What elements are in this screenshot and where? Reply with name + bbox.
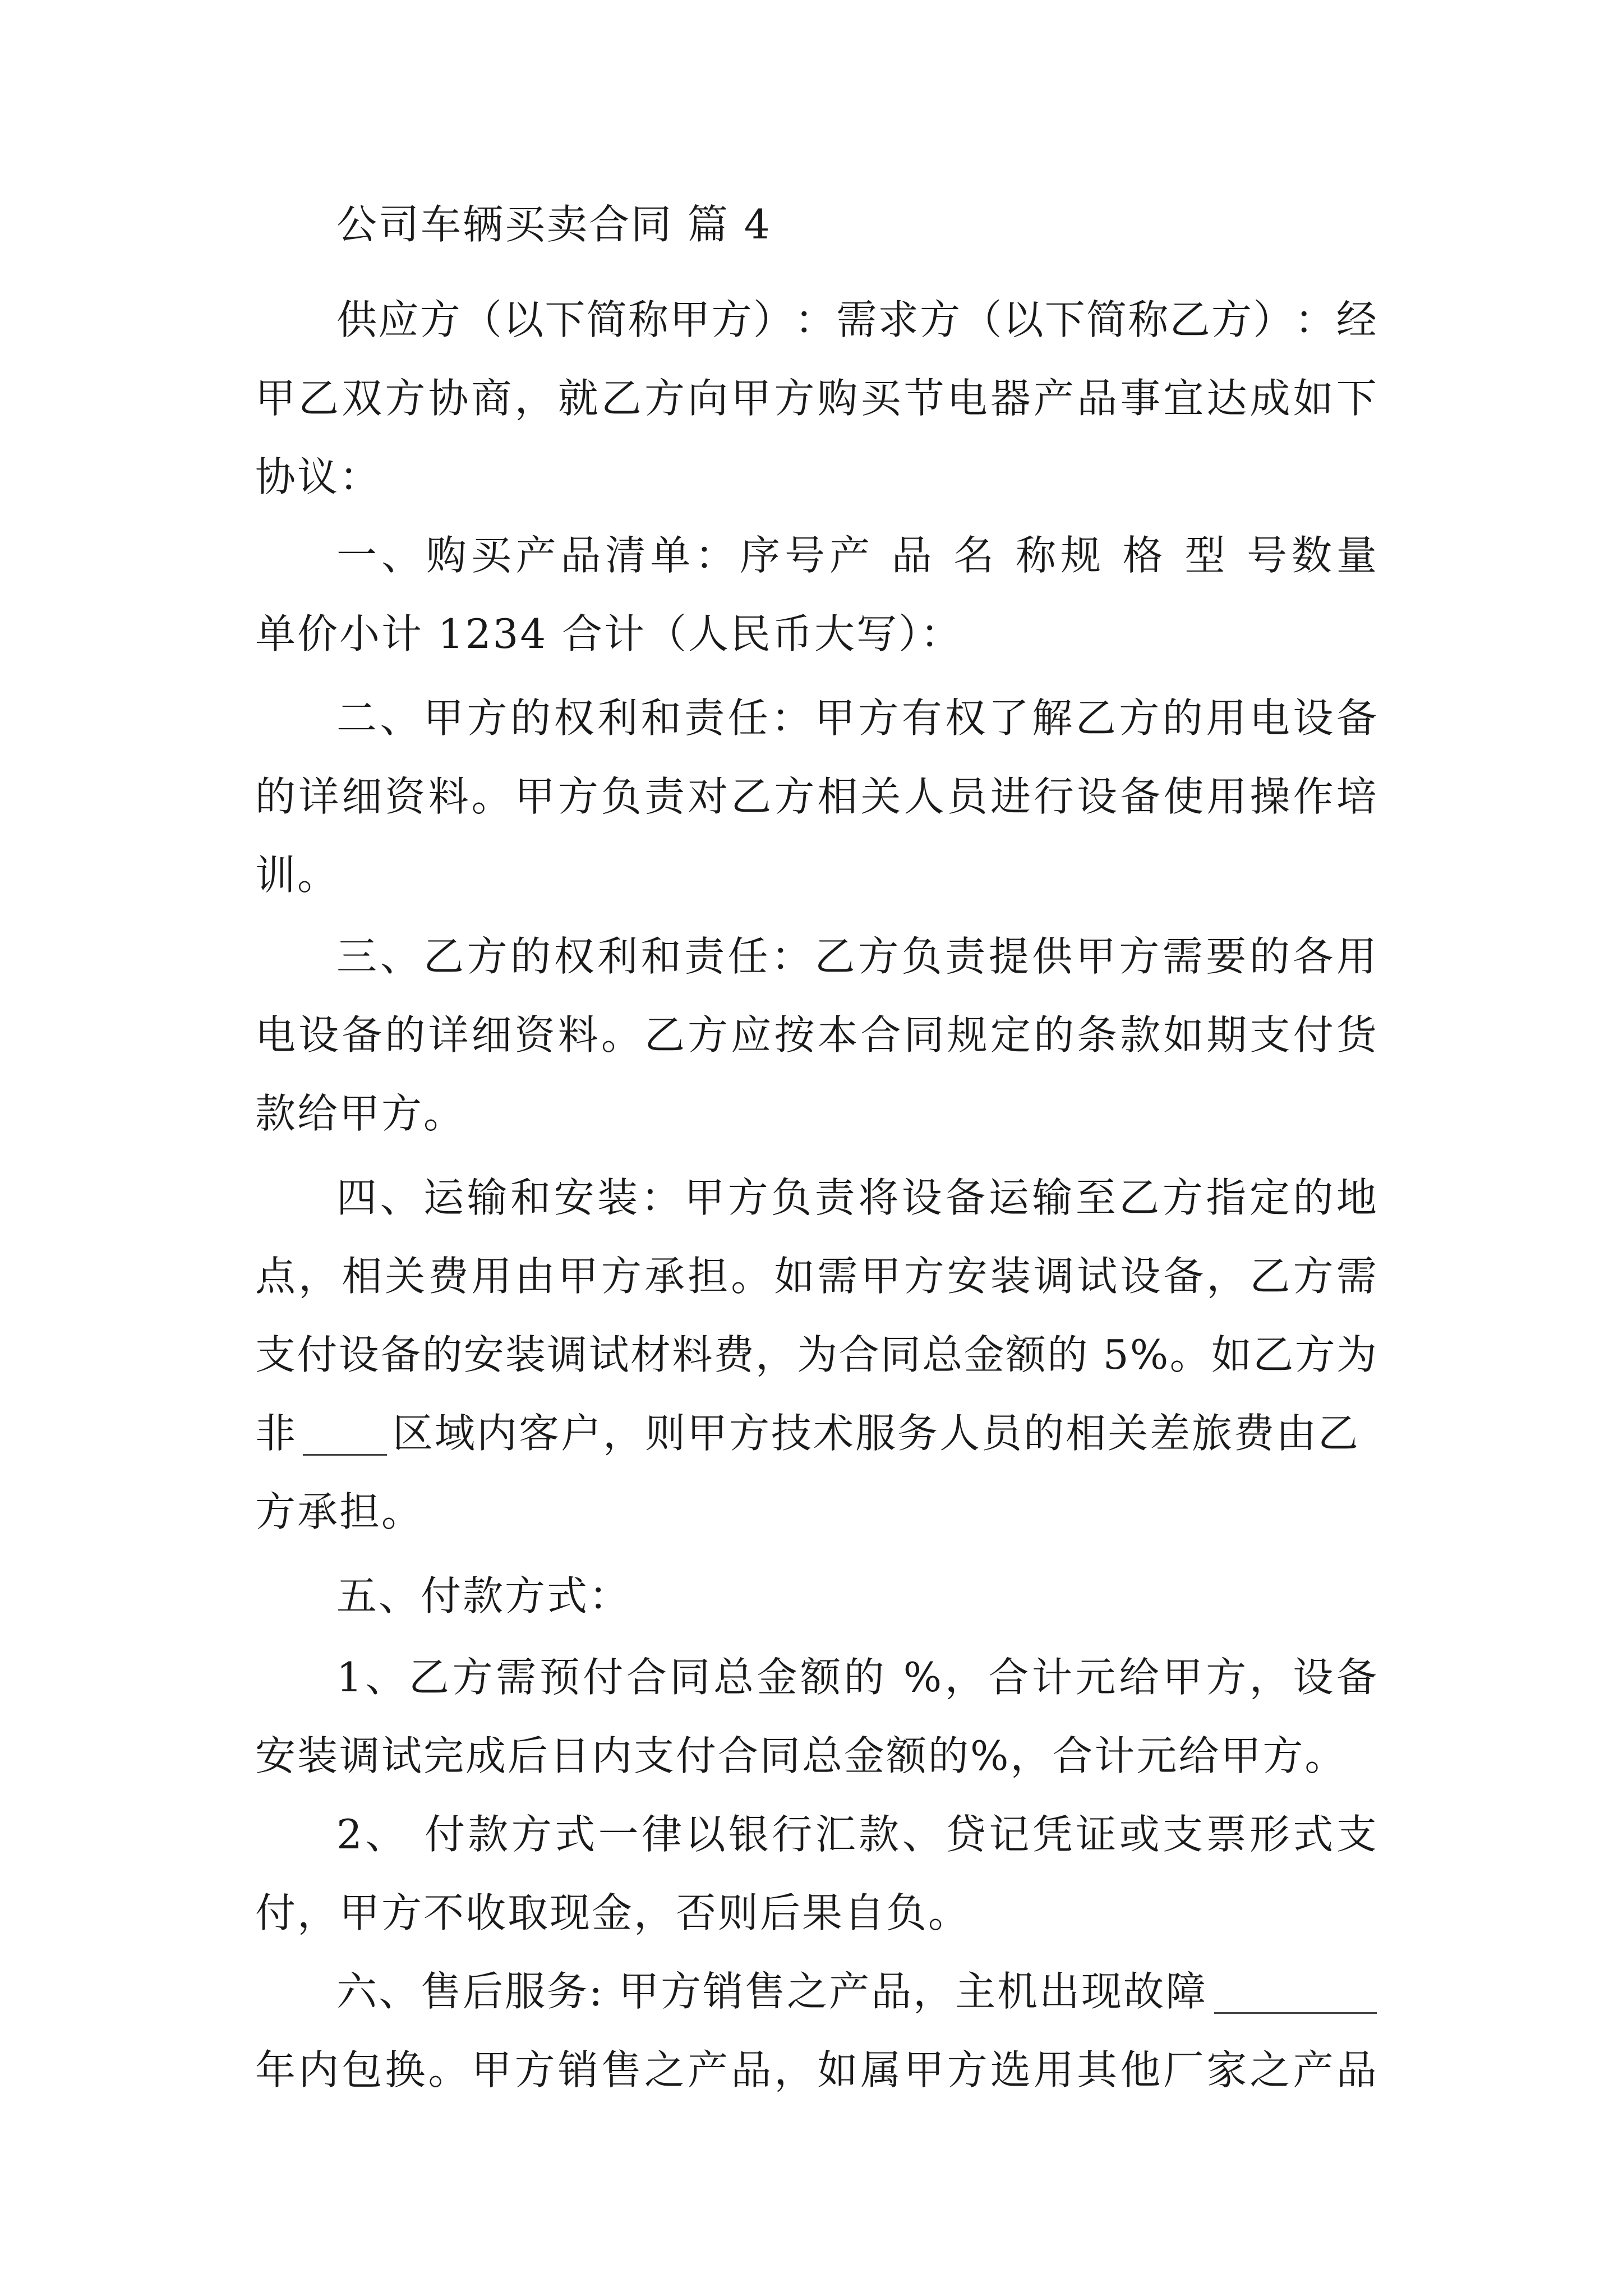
paragraph-line-with-blank: 六、售后服务: 甲方销售之产品，主机出现故障 [336, 1952, 1377, 2031]
paragraph-line: 的 详 细 资 料 。 甲 方 负 责 对 乙 方 相 关 人 员 进 行 设 备 使 用 操 作 培 [255, 773, 1377, 820]
paragraph-line-with-blank: 非 区域内客户，则甲方技术服务人员的相关差旅费由乙 [255, 1410, 1361, 1457]
paragraph-line: 三 、 乙 方 的 权 利 和 责 任 ： 乙 方 负 责 提 供 甲 方 需 要 的 各 用 [336, 933, 1377, 980]
paragraph-line: 二 、 甲 方 的 权 利 和 责 任 ： 甲 方 有 权 了 解 乙 方 的 用 电 设 备 [336, 694, 1377, 742]
paragraph-line: 方承担。 [255, 1488, 424, 1535]
paragraph-line: 协议： [255, 453, 382, 500]
paragraph-line: 款给甲方。 [255, 1090, 466, 1137]
paragraph-line: 甲 乙 双 方 协 商 ， 就 乙 方 向 甲 方 购 买 节 电 器 产 品 事 宜 达 成 如 下 [255, 375, 1377, 422]
paragraph-line: 1 、 乙 方 需 预 付 合 同 总 金 额 的 % ， 合 计 元 给 甲 方 ， 设 备 [336, 1654, 1377, 1701]
paragraph-line: 四 、 运 输 和 安 装 ： 甲 方 负 责 将 设 备 运 输 至 乙 方 指 定 的 地 [336, 1174, 1377, 1221]
paragraph-line: 训。 [255, 852, 340, 899]
paragraph-line: 电 设 备 的 详 细 资 料 。 乙 方 应 按 本 合 同 规 定 的 条 款 如 期 支 付 货 [255, 1011, 1377, 1059]
blank-field [303, 1420, 387, 1456]
paragraph-line: 年 内 包 换 。 甲 方 销 售 之 产 品 ， 如 属 甲 方 选 用 其 他 厂 家 之 产 品 [255, 2046, 1377, 2093]
blank-field [1214, 1978, 1377, 2014]
section-heading: 五、付款方式： [336, 1572, 631, 1619]
document-title: 公司车辆买卖合同 篇 4 [336, 201, 772, 248]
paragraph-line: 安装调试完成后日内支付合同总金额的%，合计元给甲方。 [255, 1732, 1347, 1779]
paragraph-line: 付，甲方不收取现金，否则后果自负。 [255, 1889, 971, 1936]
paragraph-line: 2 、 付 款 方 式 一 律 以 银 行 汇 款 、 贷 记 凭 证 或 支 票 形 式 支 [336, 1811, 1377, 1858]
paragraph-line: 点 ， 相 关 费 用 由 甲 方 承 担 。 如 需 甲 方 安 装 调 试 设 备 ， 乙 方 需 [255, 1253, 1377, 1300]
paragraph-line: 供 应 方 （ 以 下 简 称 甲 方 ） ： 需 求 方 （ 以 下 简 称 乙 方 ） ： 经 [336, 296, 1377, 343]
paragraph-line: 单价小计 1234 合计（人民币大写）： [255, 610, 963, 657]
paragraph-line: 一 、 购 买 产 品 清 单 ： 序 号 产 品 名 称 规 格 型 号 数 量 [336, 532, 1377, 579]
paragraph-line: 支 付 设 备 的 安 装 调 试 材 料 费 ， 为 合 同 总 金 额 的 5 % 。 如 乙 方 为 [255, 1331, 1377, 1378]
